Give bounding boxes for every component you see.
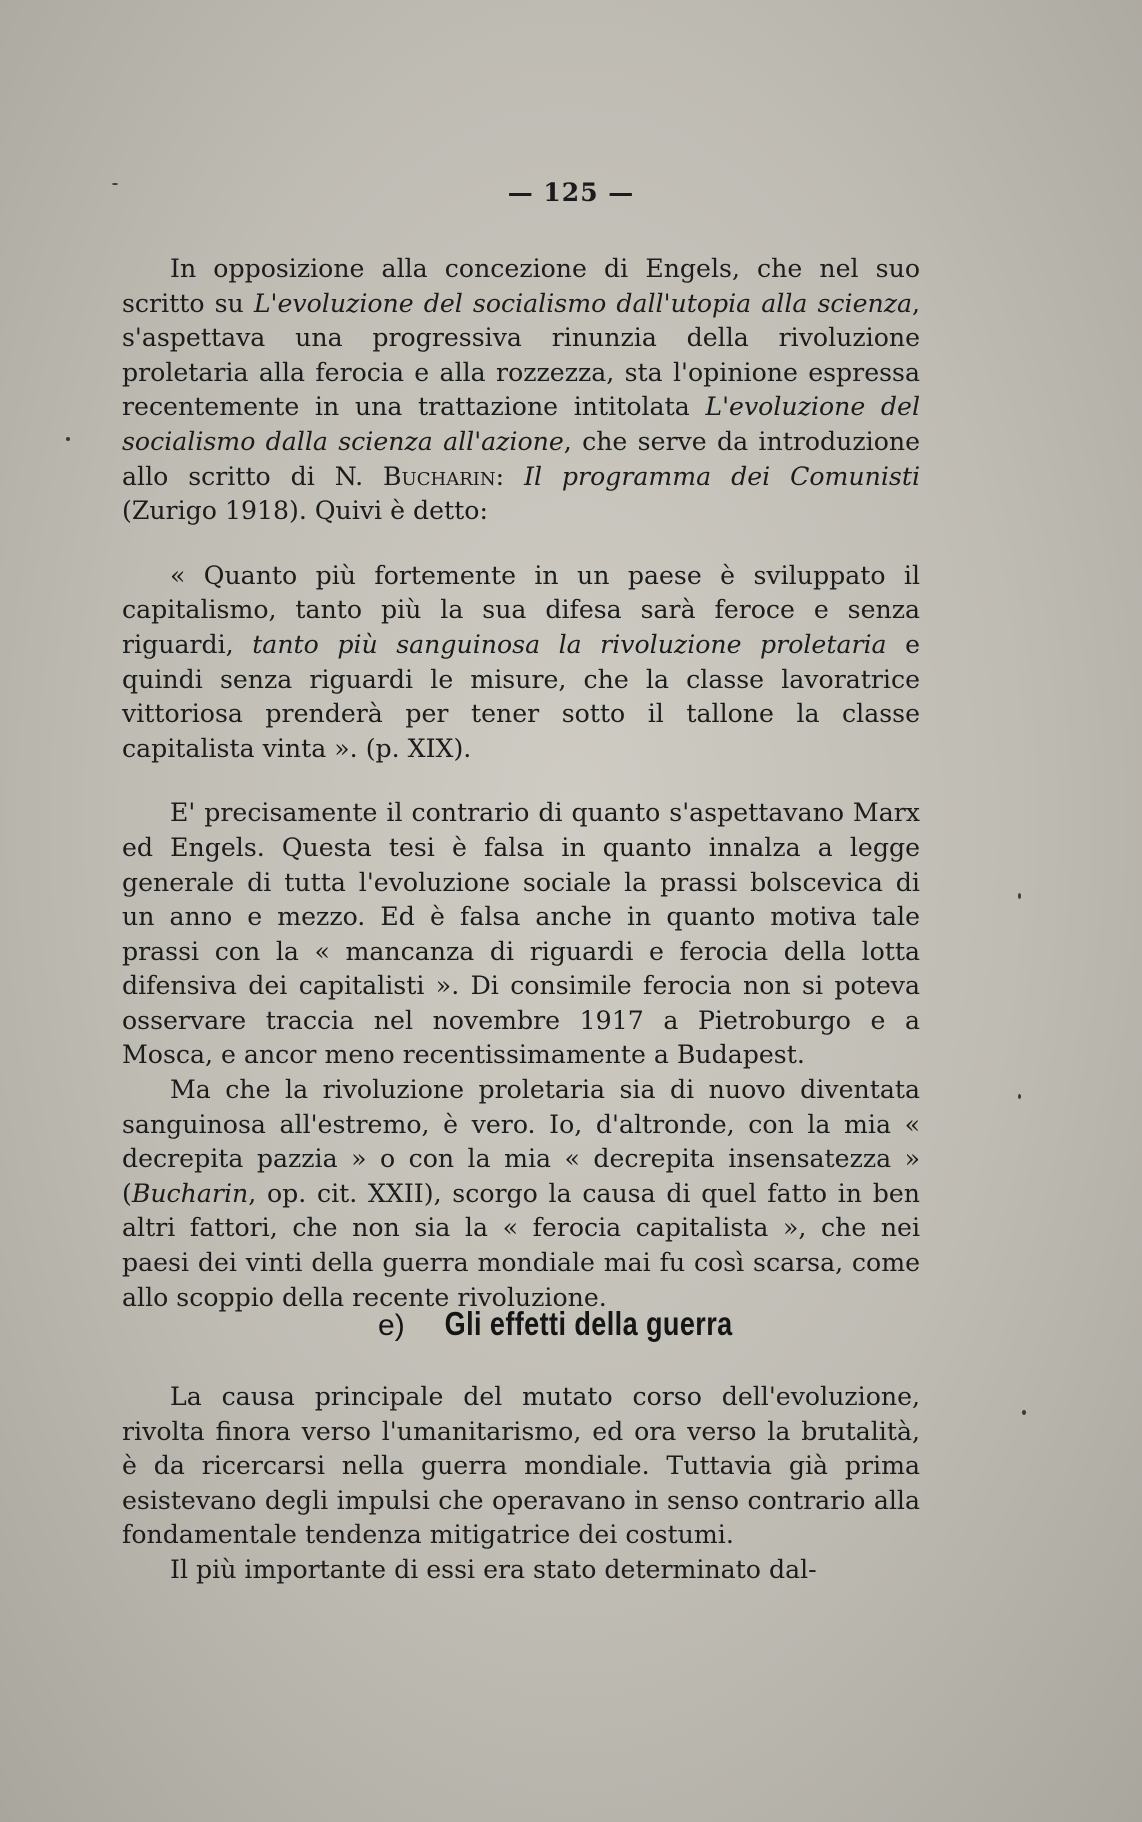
scan-speck: [1018, 893, 1021, 899]
paragraph-most-important: Il più importante di essi era stato determinato dal-: [170, 1554, 817, 1584]
paragraph-bloody-revolution: Ma che la rivoluzione proletaria sia di nuovo diventata sanguinosa all'estremo, è vero. Io, d'altronde, con la mia « decrepita pazzia » o con la mia « decrepita insensatezza » (Bucharin, op. cit. XXII), scorgo la causa di quel fatto in ben altri fattori, che non sia la « ferocia capitalista », che nei paesi dei vinti della guerra mondiale mai fu così scarsa, come allo scoppio della recente rivoluzione.: [122, 1075, 920, 1312]
book-title-azione: L'evoluzione del socialismo dalla scienza all'azione: [122, 392, 920, 456]
paragraph-engels-opposition: In opposizione alla concezione di Engels, che nel suo scritto su L'evoluzione del socialismo dall'utopia alla scienza, s'aspettava una progressiva rinunzia della rivoluzione proletaria alla ferocia e alla rozzezza, sta l'opinione espressa recentemente in una trattazione intitolata L'evoluzione del socialismo dalla scienza all'azione, che serve da introduzione allo scritto di N. Bucharin: Il programma dei Comunisti (Zurigo 1918). Quivi è detto:: [122, 254, 921, 526]
body-text-lower: [122, 1380, 920, 1588]
page-number: — 125 —: [507, 178, 635, 207]
body-text-upper: [122, 252, 920, 1315]
book-title-programma: Il programma dei Comunisti: [524, 461, 921, 491]
scan-speck: [1018, 1094, 1021, 1099]
scan-speck: [112, 183, 118, 185]
author-name: Bucharin: [383, 461, 496, 491]
paragraph-quotation: « Quanto più fortemente in un paese è sviluppato il capitalismo, tanto più la sua difesa sarà feroce e senza riguardi, tanto più sanguinosa la rivoluzione proletaria e quindi senza riguardi le misure, che la classe lavoratrice vittoriosa prenderà per tener sotto il tallone la classe capitalista vinta ». (p. XIX).: [122, 560, 920, 763]
section-title: Gli effetti della guerra: [444, 1305, 733, 1342]
section-heading: [0, 1305, 1142, 1343]
book-title-utopia: L'evoluzione del socialismo dall'utopia alla scienza: [253, 288, 912, 318]
paragraph-contrary: E' precisamente il contrario di quanto s'aspettavano Marx ed Engels. Questa tesi è falsa in quanto innalza a legge generale di tutta l'evoluzione sociale la prassi bolscevica di un anno e mezzo. Ed è falsa anche in quanto motiva tale prassi con la « mancanza di riguardi e ferocia della lotta difensiva dei capitalisti ». Di consimile ferocia non si poteva osservare traccia nel novembre 1917 a Pietroburgo e a Mosca, e ancor meno recentissimamente a Budapest.: [122, 798, 920, 1070]
scan-speck: [1022, 1410, 1026, 1415]
paragraph-main-cause: La causa principale del mutato corso dell'evoluzione, rivolta finora verso l'umanitarismo, ed ora verso la brutalità, è da ricercarsi nella guerra mondiale. Tuttavia già prima esistevano degli impulsi che operavano in senso contrario alla fondamentale tendenza mitigatrice dei costumi.: [122, 1382, 920, 1550]
section-marker: e): [378, 1309, 405, 1342]
scan-speck: [66, 437, 70, 441]
quote-emphasis: tanto più sanguinosa la rivoluzione proletaria: [252, 629, 887, 659]
author-citation: Bucharin: [131, 1178, 249, 1208]
